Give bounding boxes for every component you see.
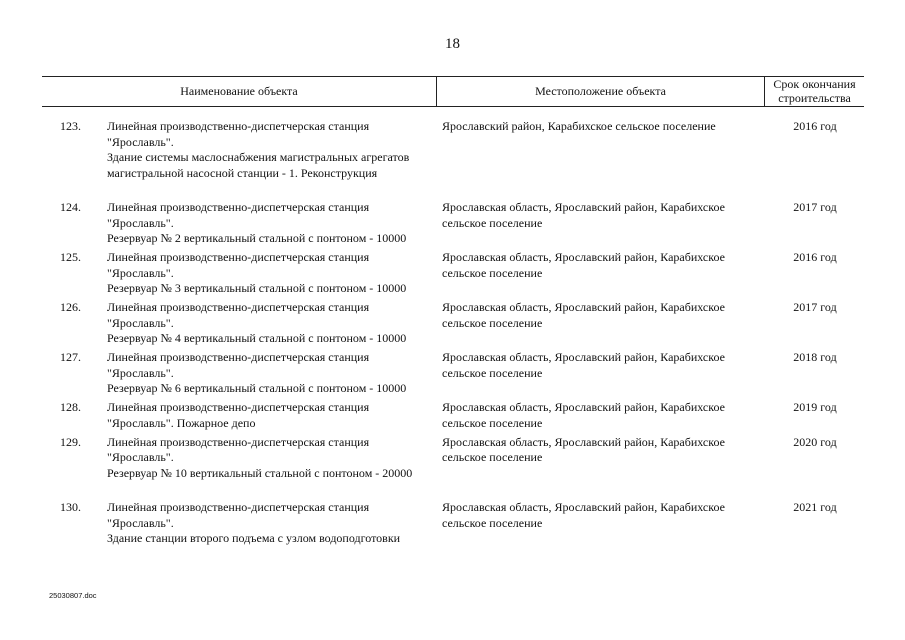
- object-name-cell: Линейная производственно-диспетчерская станция "Ярославль". Здание системы маслоснабжения магистральных агрегатов магистральной насосной станции - 1. Реконструкция: [107, 119, 410, 180]
- object-name-cell: Линейная производственно-диспетчерская станция "Ярославль". Резервуар № 3 вертикальный стальной с понтоном - 10000: [107, 250, 407, 295]
- header-location: Местоположение объекта: [535, 84, 666, 98]
- table-row: [0, 400, 905, 435]
- table-row: [0, 435, 905, 501]
- row-number: 123.: [60, 119, 81, 133]
- location-cell: Ярославская область, Ярославский район, Карабихское сельское поселение: [442, 400, 725, 430]
- location-cell: Ярославский район, Карабихское сельское поселение: [442, 119, 716, 133]
- deadline-cell: 2021 год: [793, 500, 837, 514]
- row-number: 126.: [60, 300, 81, 314]
- object-name-cell: Линейная производственно-диспетчерская станция "Ярославль". Здание станции второго подъема с узлом водоподготовки: [107, 500, 401, 545]
- object-name-cell: Линейная производственно-диспетчерская станция "Ярославль". Резервуар № 6 вертикальный стальной с понтоном - 10000: [107, 350, 407, 395]
- location-cell: Ярославская область, Ярославский район, Карабихское сельское поселение: [442, 500, 725, 530]
- table-row: [0, 300, 905, 350]
- object-name-cell: Линейная производственно-диспетчерская станция "Ярославль". Резервуар № 4 вертикальный стальной с понтоном - 10000: [107, 300, 407, 345]
- deadline-cell: 2020 год: [793, 434, 837, 449]
- table-row: [0, 250, 905, 300]
- table-body: [0, 119, 905, 550]
- location-cell: Ярославская область, Ярославский район, Карабихское сельское поселение: [442, 300, 725, 330]
- deadline-cell: 2016 год: [793, 250, 837, 264]
- object-name-cell: Линейная производственно-диспетчерская станция "Ярославль". Резервуар № 10 вертикальный стальной с понтоном - 20000: [107, 434, 413, 480]
- location-cell: Ярославская область, Ярославский район, Карабихское сельское поселение: [442, 350, 725, 380]
- table-row: [0, 500, 905, 550]
- location-cell: Ярославская область, Ярославский район, Карабихское сельское поселение: [442, 250, 725, 280]
- table-header-rule: [42, 106, 864, 107]
- row-number: 129.: [60, 434, 81, 449]
- object-name-cell: Линейная производственно-диспетчерская станция "Ярославль". Пожарное депо: [107, 400, 370, 430]
- row-number: 127.: [60, 350, 81, 364]
- deadline-cell: 2017 год: [793, 200, 837, 214]
- row-number: 125.: [60, 250, 81, 264]
- document-filename: 25030807.doc: [49, 591, 97, 600]
- header-object-name: Наименование объекта: [180, 84, 298, 98]
- table-row: [0, 119, 905, 200]
- row-number: 130.: [60, 500, 81, 514]
- object-name-cell: Линейная производственно-диспетчерская станция "Ярославль". Резервуар № 2 вертикальный стальной с понтоном - 10000: [107, 200, 407, 245]
- row-number: 128.: [60, 400, 81, 414]
- table-row: [0, 350, 905, 400]
- header-deadline: Срок окончания строительства: [773, 77, 856, 105]
- deadline-cell: 2019 год: [793, 400, 837, 414]
- location-cell: Ярославская область, Ярославский район, Карабихское сельское поселение: [442, 200, 725, 230]
- deadline-cell: 2017 год: [793, 300, 837, 314]
- location-cell: Ярославская область, Ярославский район, Карабихское сельское поселение: [442, 434, 725, 464]
- row-number: 124.: [60, 200, 81, 214]
- page-number: 18: [445, 36, 460, 52]
- deadline-cell: 2016 год: [793, 119, 837, 133]
- deadline-cell: 2018 год: [793, 350, 837, 364]
- table-row: [0, 200, 905, 250]
